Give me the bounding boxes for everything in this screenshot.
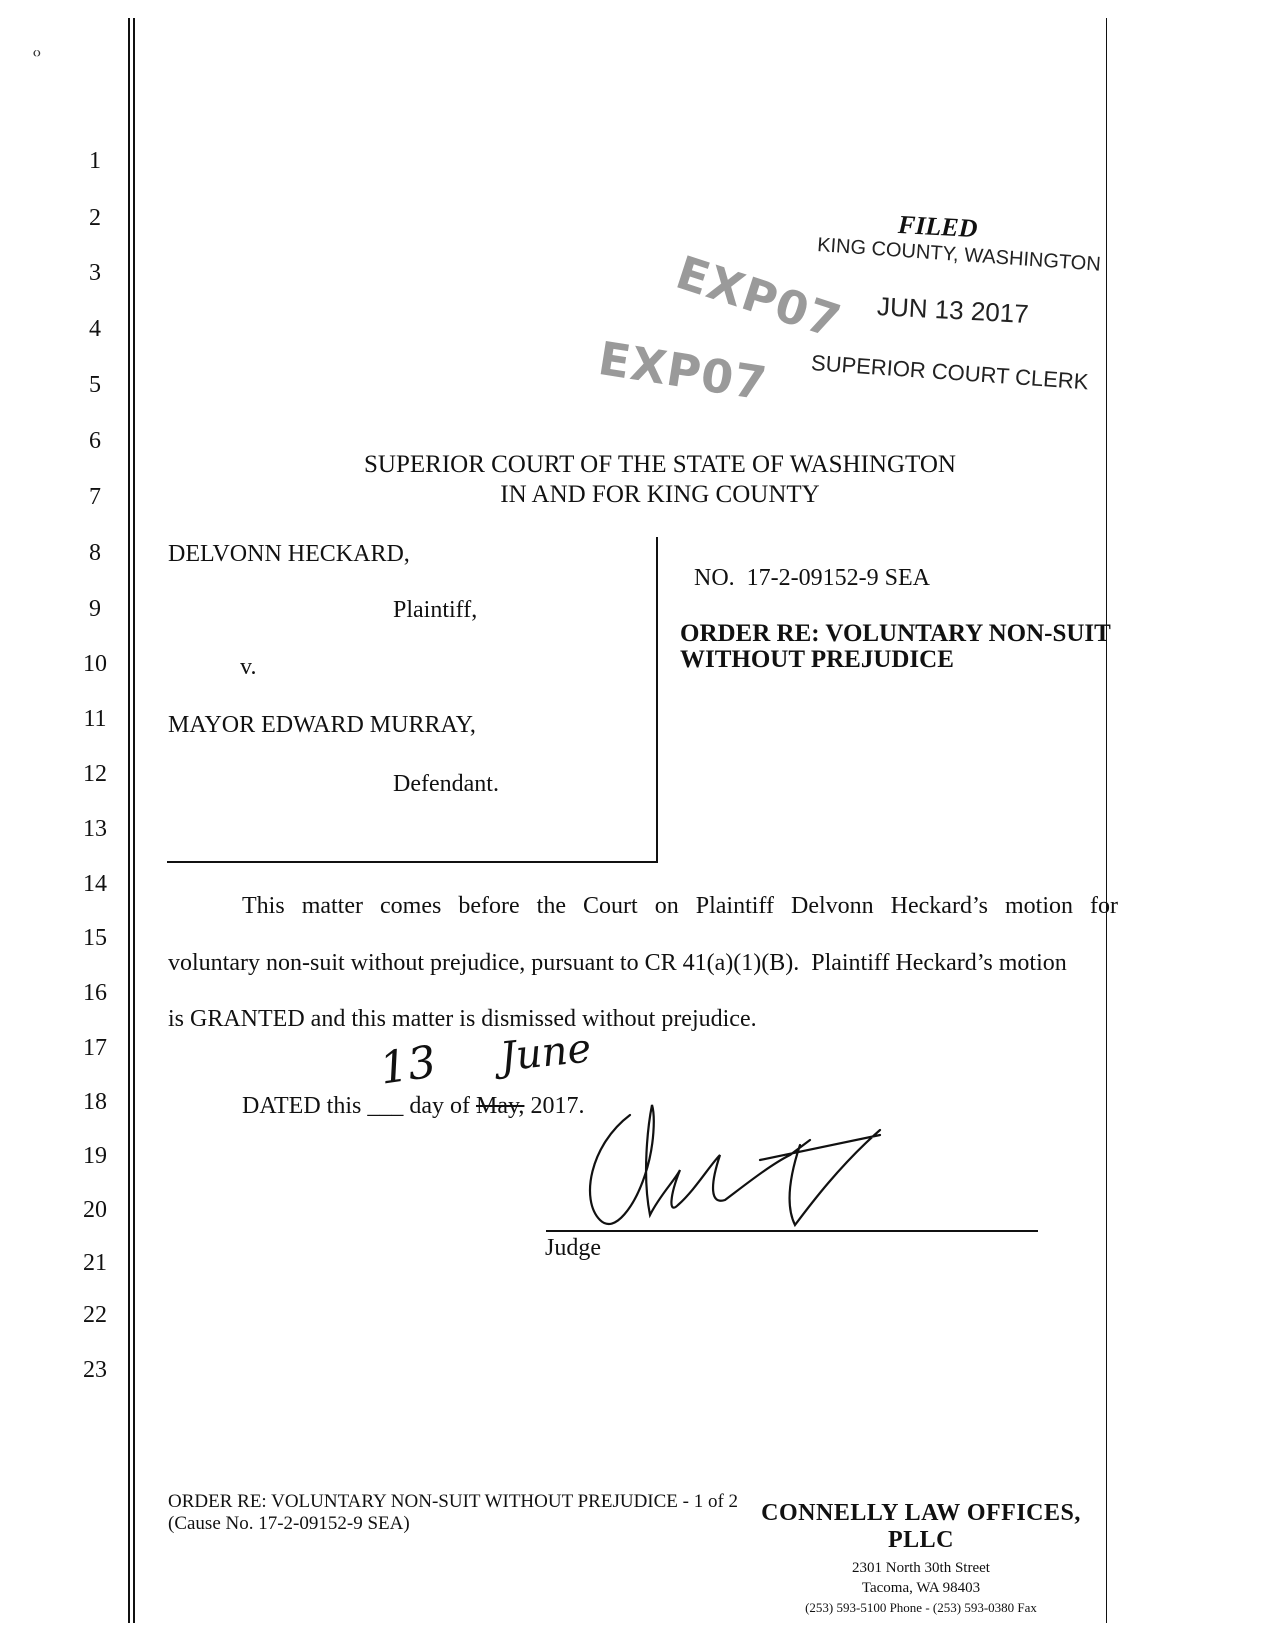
- judge-signature: [560, 1085, 920, 1235]
- line-number: 15: [83, 925, 107, 951]
- line-number: 9: [89, 596, 101, 622]
- line-number: 16: [83, 980, 107, 1006]
- line-number: 1: [89, 148, 101, 174]
- footer-firm-block: [746, 1500, 1096, 1618]
- dated-day-of: day of: [409, 1093, 470, 1119]
- dated-day-blank: ___: [367, 1093, 404, 1119]
- judge-label: Judge: [545, 1235, 601, 1261]
- plaintiff-name: DELVONN HECKARD,: [168, 541, 410, 567]
- body-line-3: is GRANTED and this matter is dismissed without prejudice.: [168, 1006, 757, 1032]
- footer-document-title: ORDER RE: VOLUNTARY NON-SUIT WITHOUT PREJUDICE - 1 of 2: [168, 1491, 739, 1512]
- footer-left: [168, 1491, 738, 1535]
- document-title-line-2: WITHOUT PREJUDICE: [680, 646, 954, 673]
- court-county: IN AND FOR KING COUNTY: [500, 481, 820, 508]
- signature-line: [546, 1230, 1038, 1232]
- stamp-date: JUN 13 2017: [876, 291, 1030, 329]
- court-name: SUPERIOR COURT OF THE STATE OF WASHINGTON: [364, 451, 956, 478]
- case-number: NO. 17-2-09152-9 SEA: [694, 565, 930, 591]
- line-number: 22: [83, 1302, 107, 1328]
- caption-divider-horizontal: [167, 861, 658, 863]
- line-number: 3: [89, 260, 101, 286]
- line-number: 12: [83, 761, 107, 787]
- right-margin-rule: [1106, 18, 1107, 1623]
- stamp-code-1: EXP07: [669, 245, 848, 349]
- line-number: 6: [89, 428, 101, 454]
- line-number: 4: [89, 316, 101, 342]
- dated-year: 2017.: [530, 1093, 585, 1119]
- firm-address-street: 2301 North 30th Street: [852, 1560, 990, 1576]
- firm-address-city: Tacoma, WA 98403: [861, 1580, 981, 1596]
- dated-prefix: DATED this: [242, 1093, 362, 1119]
- line-number: 19: [83, 1143, 107, 1169]
- handwritten-day: 13: [376, 1036, 440, 1095]
- line-number: 2: [89, 205, 101, 231]
- line-number: 23: [83, 1357, 107, 1383]
- line-number: 18: [83, 1089, 107, 1115]
- firm-phones: (253) 593-5100 Phone - (253) 593-0380 Fax: [805, 1600, 1037, 1615]
- caption-divider-vertical: [656, 537, 658, 863]
- line-number: 21: [83, 1250, 107, 1276]
- left-margin-rule-2: [133, 18, 135, 1623]
- firm-name: CONNELLY LAW OFFICES, PLLC: [761, 1500, 1081, 1553]
- court-heading: [160, 450, 1160, 510]
- plaintiff-role: Plaintiff,: [393, 597, 478, 623]
- document-title-line-1: ORDER RE: VOLUNTARY NON-SUIT: [680, 620, 1111, 647]
- dated-month: May,: [476, 1093, 525, 1119]
- stamp-clerk: SUPERIOR COURT CLERK: [810, 350, 1090, 395]
- line-number: 5: [89, 372, 101, 398]
- line-number: 20: [83, 1197, 107, 1223]
- line-number: 10: [83, 651, 107, 677]
- defendant-role: Defendant.: [393, 771, 499, 797]
- footer-cause-number: (Cause No. 17-2-09152-9 SEA): [168, 1513, 410, 1534]
- line-number: 7: [89, 484, 101, 510]
- defendant-name: MAYOR EDWARD MURRAY,: [168, 712, 476, 738]
- line-number: 17: [83, 1035, 107, 1061]
- line-number: 14: [83, 871, 107, 897]
- line-number: 11: [83, 706, 107, 732]
- body-line-1: This matter comes before the Court on Plaintiff Delvonn Heckard’s motion for: [242, 893, 1118, 919]
- handwritten-month: June: [497, 1025, 594, 1081]
- scan-mark: 𝅖: [32, 30, 42, 63]
- stamp-code-2: EXP07: [594, 331, 771, 411]
- versus: v.: [240, 654, 257, 680]
- stamp-county: KING COUNTY, WASHINGTON: [816, 234, 1102, 276]
- dated-line: [242, 1093, 584, 1120]
- document-title: [680, 621, 1111, 673]
- line-number: 8: [89, 540, 101, 566]
- line-number: 13: [83, 816, 107, 842]
- left-margin-rule-1: [128, 18, 130, 1623]
- stamp-filed-word: FILED: [897, 209, 979, 244]
- body-line-2: voluntary non-suit without prejudice, pursuant to CR 41(a)(1)(B). Plaintiff Heckard’s motion: [168, 950, 1067, 976]
